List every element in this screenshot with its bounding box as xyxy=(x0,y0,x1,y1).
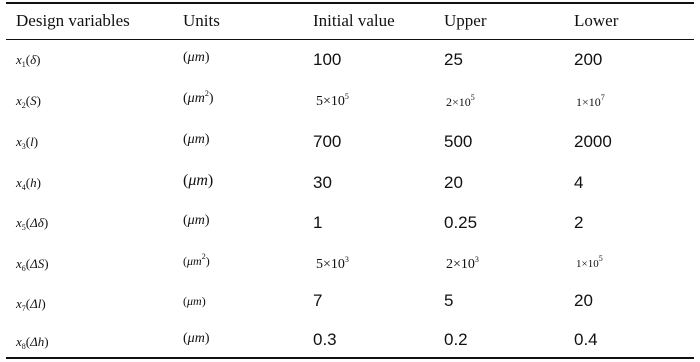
unit-row-1: (μm) xyxy=(183,50,210,65)
upper-row-4: 20 xyxy=(444,173,463,192)
lower-row-1: 200 xyxy=(574,50,603,69)
initial-value-row-8: 0.3 xyxy=(313,330,337,349)
initial-value-row-4: 30 xyxy=(313,173,332,192)
unit-row-7: (μm) xyxy=(183,294,206,308)
header-units: Units xyxy=(183,11,220,30)
variable-x2: $x_2(S)$ xyxy=(16,93,41,110)
variable-x4: $x_4(h)$ xyxy=(16,175,41,192)
upper-row-8: 0.2 xyxy=(444,330,468,349)
variable-x3: $x_3(l)$ xyxy=(16,134,39,151)
lower-row-2: $1\times 10^7$ xyxy=(576,93,605,109)
lower-row-7: 20 xyxy=(574,291,593,310)
unit-row-2: $(\mu m^2)$ xyxy=(183,89,214,106)
variable-x1: $x_1(\delta)$ xyxy=(16,52,41,69)
upper-row-5: 0.25 xyxy=(444,213,478,232)
unit-row-8: (μm) xyxy=(183,331,210,346)
header-upper: Upper xyxy=(444,11,487,30)
upper-row-6: $2\times 10^3$ xyxy=(446,255,479,272)
upper-row-3: 500 xyxy=(444,132,473,151)
upper-row-1: 25 xyxy=(444,50,463,69)
unit-row-6: $(\mu m^2)$ xyxy=(183,252,210,268)
upper-row-2: $2\times 10^5$ xyxy=(446,93,475,109)
table-header-rule xyxy=(6,39,694,40)
unit-row-5: (μm) xyxy=(183,213,210,228)
variable-x6: $x_6(\Delta S)$ xyxy=(16,256,49,273)
variable-x8: $x_8(\Delta h)$ xyxy=(16,334,49,351)
initial-value-row-6: $5\times 10^3$ xyxy=(316,255,349,272)
lower-row-5: 2 xyxy=(574,213,584,232)
lower-row-6: $1\times 10^5$ xyxy=(576,254,603,270)
variable-x7: $x_7(\Delta l)$ xyxy=(16,296,46,313)
upper-row-7: 5 xyxy=(444,291,454,310)
initial-value-row-5: 1 xyxy=(313,213,323,232)
lower-row-4: 4 xyxy=(574,173,584,192)
unit-row-3: (μm) xyxy=(183,132,210,147)
lower-row-3: 2000 xyxy=(574,132,612,151)
header-lower: Lower xyxy=(574,11,619,30)
header-initial-value: Initial value xyxy=(313,11,395,30)
initial-value-row-2: $5\times 10^5$ xyxy=(316,92,349,109)
initial-value-row-3: 700 xyxy=(313,132,342,151)
variable-x5: $x_5(\Delta\delta)$ xyxy=(16,215,49,232)
unit-row-4: (μm) xyxy=(183,172,214,189)
initial-value-row-7: 7 xyxy=(313,291,323,310)
table-top-rule xyxy=(6,2,694,4)
table-bottom-rule xyxy=(6,357,694,359)
initial-value-row-1: 100 xyxy=(313,50,342,69)
lower-row-8: 0.4 xyxy=(574,330,598,349)
header-design-variables: Design variables xyxy=(16,11,130,30)
